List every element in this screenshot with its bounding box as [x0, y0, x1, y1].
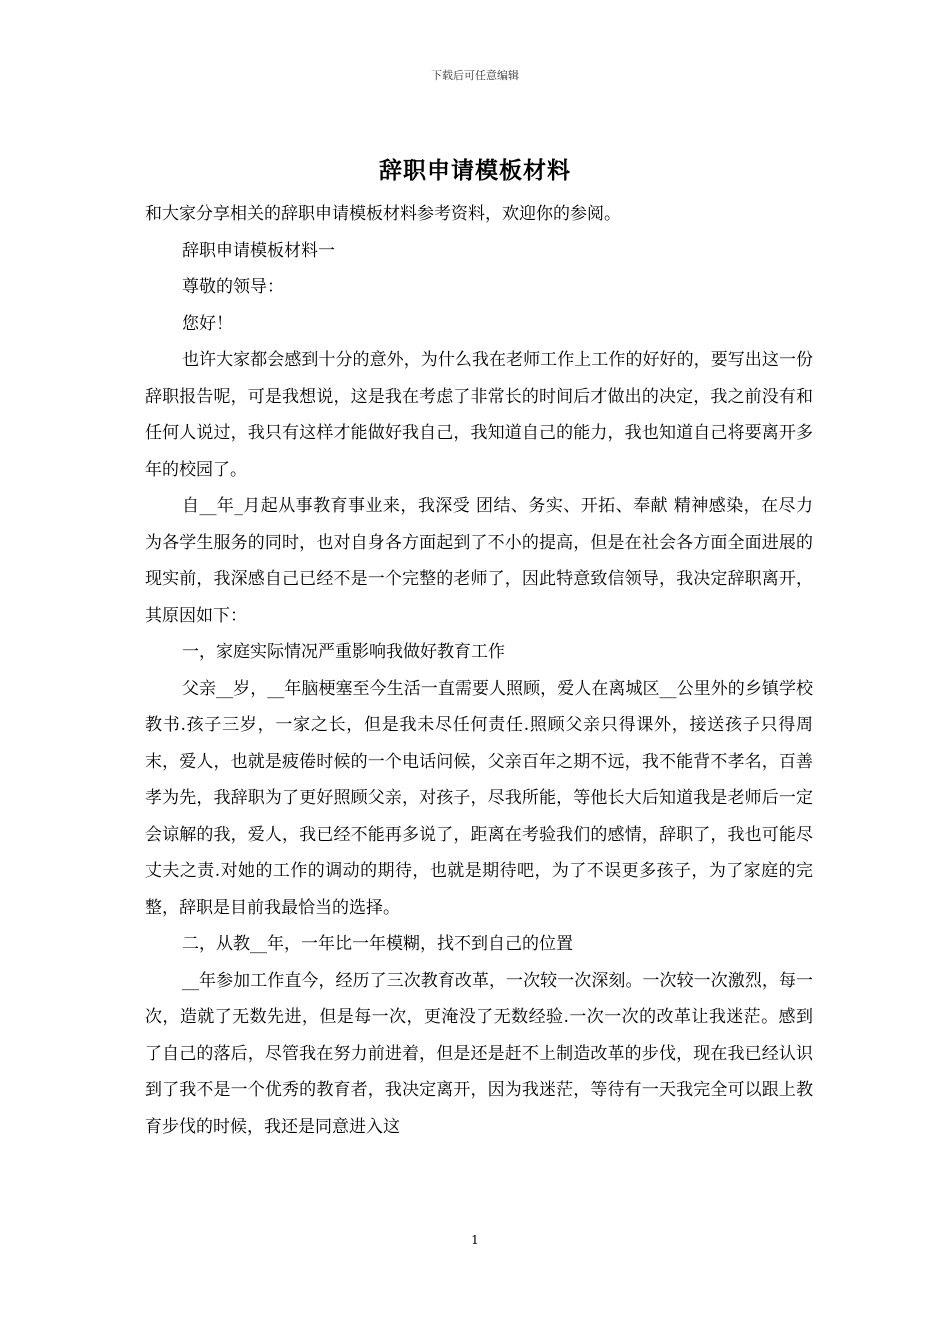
reason-heading-2: 二，从教__年，一年比一年模糊，找不到自己的位置 — [182, 934, 573, 954]
body-paragraph: 也许大家都会感到十分的意外，为什么我在老师工作上工作的好好的，要写出这一份辞职报告呢，可是我想说，这是我在考虑了非常长的时间后才做出的决定，我之前没有和任何人说过，我只有这样才能做好我自己，我知道自己的能力，我也知道自己将要离开多年的校园了。 — [145, 350, 813, 480]
document-body — [145, 196, 813, 1145]
body-paragraph: __年参加工作直今，经历了三次教育改革，一次较一次深刻。一次较一次激烈，每一次，造就了无数先进，但是每一次，更淹没了无数经验.一次一次的改革让我迷茫。感到了自己的落后，尽管我在努力前进着，但是还是赶不上制造改革的步伐，现在我已经认识到了我不是一个优秀的教育者，我决定离开，因为我迷茫，等待有一天我完全可以跟上教育步伐的时候，我还是同意进入这 — [145, 970, 813, 1137]
body-paragraph: 自__年_月起从事教育事业来，我深受 团结、务实、开拓、奉献 精神感染，在尽力为各学生服务的同时，也对自身各方面起到了不小的提高，但是在社会各方面全面进展的现实前，我深感自己已经不是一个完整的老师了，因此特意致信领导，我决定辞职离开，其原因如下： — [145, 496, 813, 626]
header-note: 下载后可任意编辑 — [431, 69, 519, 82]
salutation: 尊敬的领导： — [182, 277, 284, 297]
reason-heading-1: 一，家庭实际情况严重影响我做好教育工作 — [182, 642, 505, 662]
section-heading: 辞职申请模板材料一 — [182, 240, 335, 261]
page-number: 1 — [471, 1233, 479, 1247]
greeting: 您好！ — [182, 313, 233, 334]
body-paragraph: 父亲__岁，__年脑梗塞至今生活一直需要人照顾，爱人在离城区__公里外的乡镇学校教书.孩子三岁，一家之长，但是我未尽任何责任.照顾父亲只得课外，接送孩子只得周末，爱人，也就是疲倦时候的一个电话问候，父亲百年之期不远，我不能背不孝名，百善孝为先，我辞职为了更好照顾父亲，对孩子，尽我所能，等他长大后知道我是老师后一定会谅解的我，爱人，我已经不能再多说了，距离在考验我们的感情，辞职了，我也可能尽丈夫之责.对她的工作的调动的期待，也就是期待吧，为了不误更多孩子，为了家庭的完整，辞职是目前我最恰当的选择。 — [145, 678, 813, 918]
intro-paragraph: 和大家分享相关的辞职申请模板材料参考资料，欢迎你的参阅。 — [145, 204, 621, 224]
document-title: 辞职申请模板材料 — [379, 157, 571, 184]
